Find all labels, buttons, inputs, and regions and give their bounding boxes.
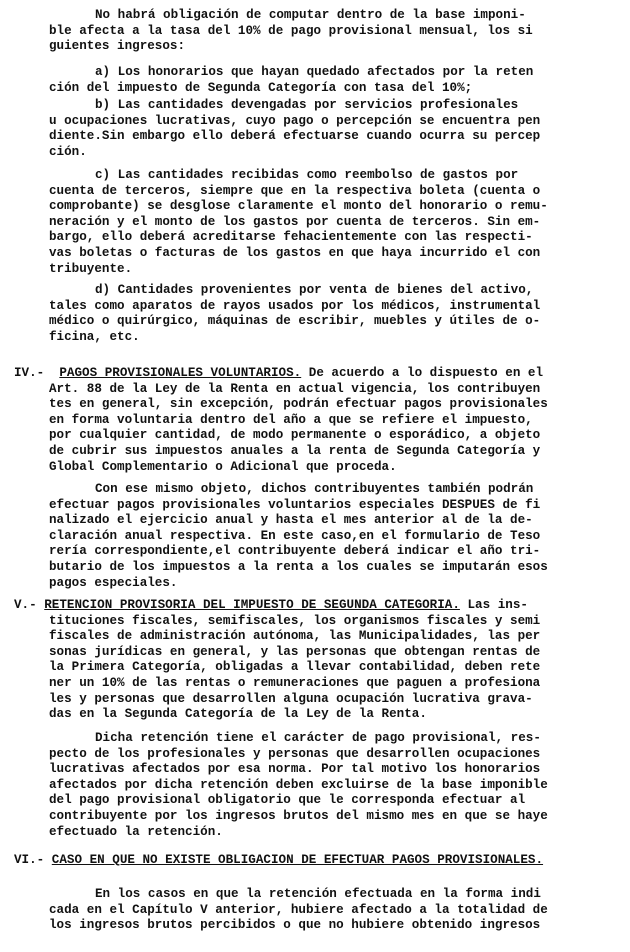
item-b-paragraph xyxy=(49,98,540,160)
text-line: cuenta de terceros, siempre que en la respectiva boleta (cuenta o xyxy=(49,183,541,198)
text-line: ficina, etc. xyxy=(49,329,140,344)
text-line: Art. 88 de la Ley de la Renta en actual vigencia, los contribuyen xyxy=(49,381,541,396)
text-line: efectuar pagos provisionales voluntarios especiales DESPUES de fi xyxy=(49,497,541,512)
text-line: butario de los impuestos a la renta a los cuales se imputarán esos xyxy=(49,559,548,574)
section-v-paragraph-2 xyxy=(49,731,548,840)
text-line: afectados por dicha retención deben excluirse de la base imponible xyxy=(49,777,548,792)
heading-rest-text: De acuerdo a lo dispuesto en el xyxy=(301,366,544,380)
text-line: tales como aparatos de rayos usados por los médicos, instrumental xyxy=(49,298,541,313)
text-line: en forma voluntaria dentro del año a que se refiere el impuesto, xyxy=(49,412,533,427)
text-line: sonas jurídicas en general, y las personas que obtengan rentas de xyxy=(49,644,541,659)
text-line: médico o quirúrgico, máquinas de escribir, muebles y útiles de o- xyxy=(49,314,541,329)
text-line: vas boletas o facturas de los gastos en que haya incurrido el con xyxy=(49,245,541,260)
text-line: les y personas que desarrollen alguna ocupación lucrativa grava- xyxy=(49,691,533,706)
text-line: contribuyente por los ingresos brutos del mismo mes en que se haye xyxy=(49,808,548,823)
text-line: fiscales de administración autónoma, las Municipalidades, las per xyxy=(49,629,541,644)
section-v-heading xyxy=(14,598,528,614)
section-v-paragraph-1 xyxy=(49,614,540,723)
section-vi-heading xyxy=(14,853,543,869)
section-iv-heading xyxy=(14,366,543,382)
text-line: Global Complementario o Adicional que proceda. xyxy=(49,459,397,474)
section-vi-paragraph xyxy=(49,887,548,934)
section-title: CASO EN QUE NO EXISTE OBLIGACION DE EFECTUAR PAGOS PROVISIONALES. xyxy=(51,853,544,867)
intro-paragraph xyxy=(49,8,533,55)
text-line: ner un 10% de las rentas o remuneraciones que paguen a profesiona xyxy=(49,675,541,690)
text-line: b) Las cantidades devengadas por servicios profesionales xyxy=(95,98,519,112)
item-a-paragraph xyxy=(49,65,533,96)
text-line: por cualquier cantidad, de modo permanente o esporádico, a objeto xyxy=(49,428,541,443)
text-line: cada en el Capítulo V anterior, hubiere afectado a la totalidad de xyxy=(49,902,548,917)
text-line: diente.Sin embargo ello deberá efectuarse cuando ocurra su percep xyxy=(49,129,541,144)
text-line: bargo, ello deberá acreditarse fehacientemente con las respecti- xyxy=(49,230,533,245)
text-line: de cubrir sus impuestos anuales a la renta de Segunda Categoría y xyxy=(49,443,541,458)
text-line: a) Los honorarios que hayan quedado afectados por la reten xyxy=(95,65,534,79)
heading-rest-text: Las ins- xyxy=(459,598,528,612)
section-number: V.- xyxy=(14,598,37,612)
text-line: guientes ingresos: xyxy=(49,39,186,54)
section-iv-paragraph-2 xyxy=(49,482,548,591)
text-line: ble afecta a la tasa del 10% de pago provisional mensual, los si xyxy=(49,23,533,38)
section-iv-paragraph-1 xyxy=(49,382,548,476)
text-line: rería correspondiente,el contribuyente deberá indicar el año tri- xyxy=(49,544,541,559)
text-line: pagos especiales. xyxy=(49,575,178,590)
section-title: RETENCION PROVISORIA DEL IMPUESTO DE SEGUNDA CATEGORIA. xyxy=(44,598,460,612)
text-line: neración y el monto de los gastos por cuenta de terceros. Sin em- xyxy=(49,214,541,229)
text-line: la Primera Categoría, obligadas a llevar contabilidad, deben rete xyxy=(49,660,541,675)
text-line: das en la Segunda Categoría de la Ley de la Renta. xyxy=(49,707,427,722)
text-line: En los casos en que la retención efectuada en la forma indi xyxy=(95,887,541,901)
text-line: del pago provisional obligatorio que le corresponda efectuar al xyxy=(49,793,526,808)
section-title: PAGOS PROVISIONALES VOLUNTARIOS. xyxy=(59,366,302,380)
text-line: los ingresos brutos percibidos o que no hubiere obtenido ingresos xyxy=(49,918,541,933)
text-line: ción. xyxy=(49,144,87,159)
text-line: tribuyente. xyxy=(49,261,133,276)
text-line: ción del impuesto de Segunda Categoría con tasa del 10%; xyxy=(49,80,473,95)
text-line: lucrativas afectados por esa norma. Por tal motivo los honorarios xyxy=(49,762,541,777)
item-d-paragraph xyxy=(49,283,540,345)
section-number: IV.- xyxy=(14,366,45,380)
text-line: u ocupaciones lucrativas, cuyo pago o percepción se encuentra pen xyxy=(49,113,541,128)
text-line: claración anual respectiva. En este caso,en el formulario de Teso xyxy=(49,528,541,543)
text-line: nalizado el ejercicio anual y hasta el mes anterior al de la de- xyxy=(49,513,533,528)
text-line: d) Cantidades provenientes por venta de bienes del activo, xyxy=(95,283,534,297)
text-line: c) Las cantidades recibidas como reembolso de gastos por xyxy=(95,168,519,182)
text-line: No habrá obligación de computar dentro de la base imponi- xyxy=(95,8,526,22)
item-c-paragraph xyxy=(49,168,548,277)
text-line: Con ese mismo objeto, dichos contribuyentes también podrán xyxy=(95,482,534,496)
text-line: Dicha retención tiene el carácter de pago provisional, res- xyxy=(95,731,541,745)
section-number: VI.- xyxy=(14,853,45,867)
text-line: tes en general, sin excepción, podrán efectuar pagos provisionales xyxy=(49,397,548,412)
text-line: tituciones fiscales, semifiscales, los organismos fiscales y semi xyxy=(49,613,541,628)
text-line: efectuado la retención. xyxy=(49,824,223,839)
text-line: pecto de los profesionales y personas que desarrollen ocupaciones xyxy=(49,746,541,761)
text-line: comprobante) se desglose claramente el monto del honorario o remu- xyxy=(49,199,548,214)
